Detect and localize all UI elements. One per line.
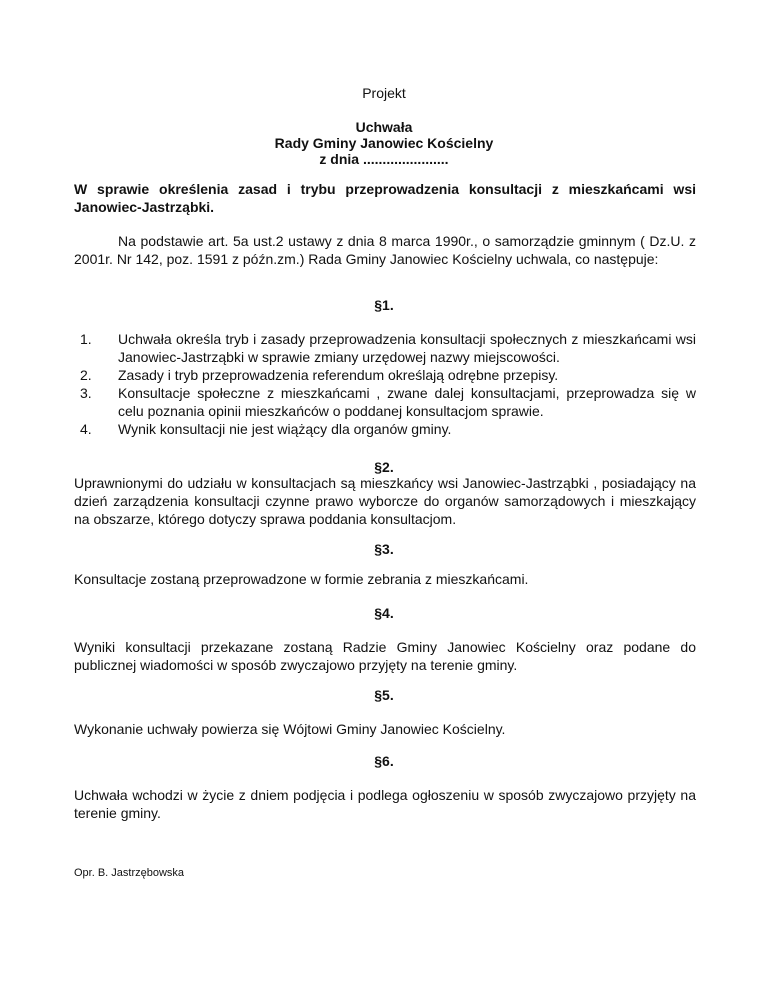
section-2-text: Uprawnionymi do udziału w konsultacjach są mieszkańcy wsi Janowiec-Jastrząbki , posiadający na dzień zarządzenia konsultacji czynne prawo wyborcze do organów samorządowych i mieszkający na obszarze, którego dotyczy sprawa poddania konsultacjom. xyxy=(74,475,696,527)
list-item xyxy=(74,366,696,384)
list-item-text: Uchwała określa tryb i zasady przeprowadzenia konsultacji społecznych z mieszkańcami wsi Janowiec-Jastrząbki w sprawie zmiany urzędowej nazwy miejscowości. xyxy=(118,331,696,365)
list-item-number: 3. xyxy=(80,385,92,401)
list-item-number: 1. xyxy=(80,331,92,347)
list-item xyxy=(74,420,696,438)
list-item xyxy=(74,330,696,366)
section-2-heading: §2. xyxy=(374,459,394,475)
section-3-heading: §3. xyxy=(374,541,394,557)
list-item-text: Konsultacje społeczne z mieszkańcami , zwane dalej konsultacjami, przeprowadza się w celu poznania opinii mieszkańców o poddanej konsultacjom sprawie. xyxy=(118,385,696,419)
list-item-text: Zasady i tryb przeprowadzenia referendum określają odrębne przepisy. xyxy=(118,367,559,383)
section-5-text: Wykonanie uchwały powierza się Wójtowi Gminy Janowiec Kościelny. xyxy=(74,721,506,737)
title-line-1: Uchwała xyxy=(355,119,413,135)
preamble-paragraph: Na podstawie art. 5a ust.2 ustawy z dnia 8 marca 1990r., o samorządzie gminnym ( Dz.U. z 2001r. Nr 142, poz. 1591 z późn.zm.) Rada Gminy Janowiec Kościelny uchwala, co następuje: xyxy=(74,233,696,267)
list-item-number: 4. xyxy=(80,421,92,437)
list-item-number: 2. xyxy=(80,367,92,383)
section-1-heading: §1. xyxy=(374,297,394,313)
section-6-text: Uchwała wchodzi w życie z dniem podjęcia i podlega ogłoszeniu w sposób zwyczajowo przyjęty na terenie gminy. xyxy=(74,787,696,821)
section-1-list xyxy=(74,330,696,438)
section-4-text: Wyniki konsultacji przekazane zostaną Radzie Gminy Janowiec Kościelny oraz podane do publicznej wiadomości w sposób zwyczajowo przyjęty na terenie gminy. xyxy=(74,639,696,673)
list-item-text: Wynik konsultacji nie jest wiążący dla organów gminy. xyxy=(118,421,452,437)
section-6-heading: §6. xyxy=(374,753,394,769)
author-note: Opr. B. Jastrzębowska xyxy=(74,867,185,879)
project-label: Projekt xyxy=(362,85,406,101)
section-5-heading: §5. xyxy=(374,687,394,703)
section-4-heading: §4. xyxy=(374,605,394,621)
title-line-2: Rady Gminy Janowiec Kościelny xyxy=(274,135,494,151)
title-line-3: z dnia ...................... xyxy=(319,151,449,167)
section-3-text: Konsultacje zostaną przeprowadzone w formie zebrania z mieszkańcami. xyxy=(74,571,529,587)
list-item xyxy=(74,384,696,420)
resolution-subject: W sprawie określenia zasad i trybu przeprowadzenia konsultacji z mieszkańcami wsi Janowiec-Jastrząbki. xyxy=(74,181,696,215)
